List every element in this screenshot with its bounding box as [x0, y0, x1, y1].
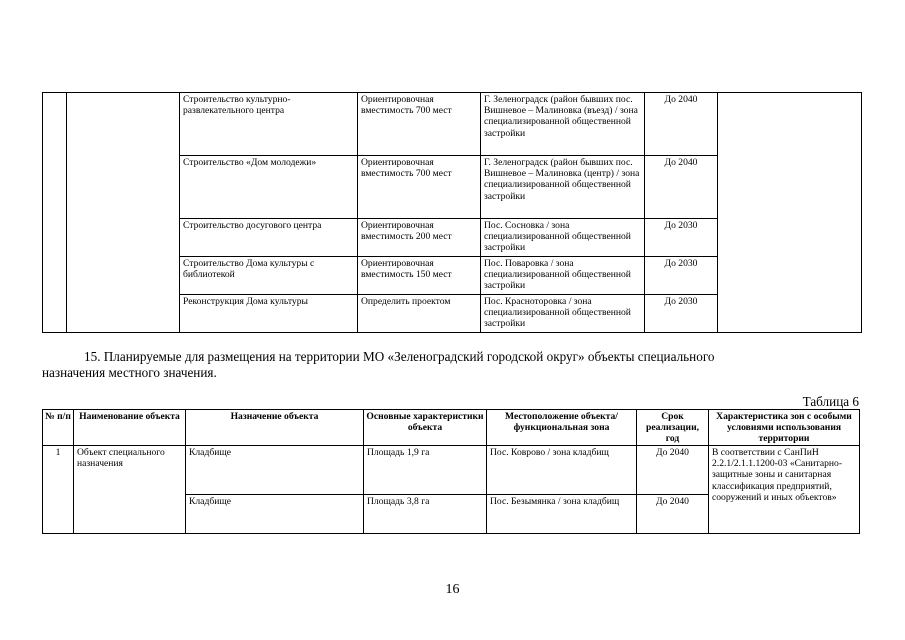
table-cell: Ориентировочная вместимость 700 мест — [358, 156, 481, 219]
table-cell: Г. Зеленоградск (район бывших пос. Вишневое – Малиновка (въезд) / зона специализированной общественной застройки — [481, 93, 645, 156]
row-number: 1 — [43, 446, 74, 534]
table-row — [43, 446, 860, 495]
table-cell: Строительство Дома культуры с библиотекой — [180, 257, 358, 295]
column-header: Характеристика зон с особыми условиями использования территории — [709, 410, 860, 446]
table-cell: До 2040 — [645, 93, 718, 156]
table-cell: До 2040 — [637, 495, 709, 534]
table-cell: Площадь 3,8 га — [364, 495, 487, 534]
table-cell: Строительство культурно-развлекательного центра — [180, 93, 358, 156]
table-cell: Ориентировочная вместимость 200 мест — [358, 219, 481, 257]
table-cell: Кладбище — [186, 495, 364, 534]
table-cell: До 2040 — [637, 446, 709, 495]
column-header: № п/п — [43, 410, 74, 446]
table-cell: Кладбище — [186, 446, 364, 495]
continued-table — [42, 92, 862, 333]
table-cell: Пос. Безымянка / зона кладбищ — [487, 495, 637, 534]
table-cell: До 2030 — [645, 295, 718, 333]
table-6 — [42, 409, 860, 534]
number-cell — [43, 93, 67, 333]
header-row — [43, 410, 860, 446]
zones-description: В соответствии с СанПиН 2.2.1/2.1.1.1200-03 «Санитарно-защитные зоны и санитарная классификация предприятий, сооружений и иных объектов» — [709, 446, 860, 534]
table-row — [43, 93, 862, 156]
column-header: Основные характеристики объекта — [364, 410, 487, 446]
column-header: Наименование объекта — [74, 410, 186, 446]
table-cell: Пос. Краснотоpовка / зона специализированной общественной застройки — [481, 295, 645, 333]
zones-cell — [718, 93, 862, 333]
section-paragraph — [42, 349, 861, 382]
page-number: 16 — [445, 582, 460, 597]
table-cell: Строительство досугового центра — [180, 219, 358, 257]
column-header: Срок реализации, год — [637, 410, 709, 446]
object-name: Объект специального назначения — [74, 446, 186, 534]
table-cell: Площадь 1,9 га — [364, 446, 487, 495]
table-cell: До 2030 — [645, 219, 718, 257]
table-cell: Пос. Поваровка / зона специализированной общественной застройки — [481, 257, 645, 295]
table-cell: Пос. Сосновка / зона специализированной общественной застройки — [481, 219, 645, 257]
table-cell: Строительство «Дом молодежи» — [180, 156, 358, 219]
table-cell: Пос. Коврово / зона кладбищ — [487, 446, 637, 495]
table-caption: Таблица 6 — [802, 394, 859, 409]
column-header: Назначение объекта — [186, 410, 364, 446]
paragraph-line: назначения местного значения. — [42, 365, 217, 381]
table-cell: Ориентировочная вместимость 150 мест — [358, 257, 481, 295]
column-header: Местоположение объекта/функциональная зона — [487, 410, 637, 446]
table-cell: Г. Зеленоградск (район бывших пос. Вишневое – Малиновка (центр) / зона специализированной общественной застройки — [481, 156, 645, 219]
object-name-cell — [67, 93, 180, 333]
table-cell: Реконструкция Дома культуры — [180, 295, 358, 333]
table-cell: До 2030 — [645, 257, 718, 295]
table-cell: До 2040 — [645, 156, 718, 219]
table-cell: Определить проектом — [358, 295, 481, 333]
table-cell: Ориентировочная вместимость 700 мест — [358, 93, 481, 156]
paragraph-line: 15. Планируемые для размещения на территории МО «Зеленоградский городской округ» объекты специального — [84, 349, 715, 364]
